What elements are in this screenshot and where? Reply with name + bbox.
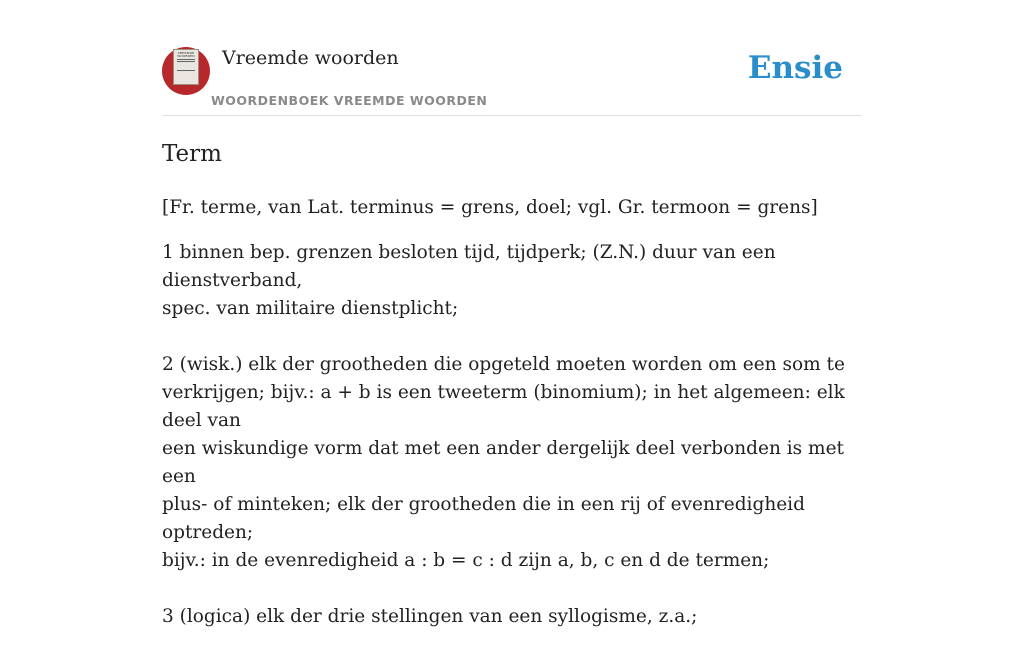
- definition-3: 3 (logica) elk der drie stellingen van een syllogisme, z.a.;: [162, 606, 698, 627]
- definitions-list: [162, 239, 862, 659]
- definition-2: 2 (wisk.) elk der grootheden die opgeteld moeten worden om een som te verkrijgen; bijv.: a + b is een tweeterm (binomium); in het algemeen: elk deel van een wiskundige vorm dat met een ander dergelijk deel verbonden is met een plus- of minteken; elk der grootheden die in een rij of evenredigheid optreden; bijv.: in de evenredigheid a : b = c : d zijn a, b, c en d de termen;: [162, 354, 845, 571]
- header: [162, 0, 862, 116]
- dictionary-subtitle: WOORDENBOEK VREEMDE WOORDEN: [211, 93, 488, 108]
- definition-1: 1 binnen bep. grenzen besloten tijd, tijdperk; (Z.N.) duur van een dienstverband, spec. van militaire dienstplicht;: [162, 242, 776, 319]
- etymology: [Fr. terme, van Lat. terminus = grens, doel; vgl. Gr. termoon = grens]: [162, 197, 818, 218]
- book-cover-text-2: WOORDEN: [177, 54, 195, 59]
- page-title: Term: [162, 141, 222, 167]
- book-cover-text-1: VREEMDE: [177, 51, 195, 55]
- book-cover-icon: [173, 49, 199, 85]
- ensie-brand-logo[interactable]: Ensie: [747, 50, 843, 86]
- content-container: [162, 0, 862, 627]
- dictionary-title-link[interactable]: Vreemde woorden: [222, 47, 399, 69]
- dictionary-avatar[interactable]: [162, 47, 210, 95]
